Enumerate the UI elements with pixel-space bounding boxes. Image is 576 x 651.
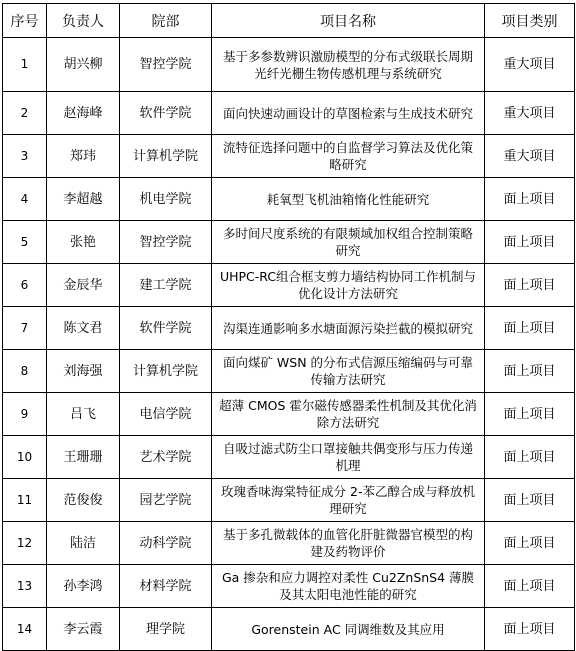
row-dept: 理学院 (120, 608, 212, 651)
table-row (3, 307, 575, 350)
row-dept: 园艺学院 (120, 479, 212, 522)
row-category: 面上项目 (485, 178, 575, 221)
row-category: 面上项目 (485, 393, 575, 436)
table-row (3, 436, 575, 479)
row-no: 12 (3, 522, 47, 565)
table-row (3, 608, 575, 651)
table-row (3, 264, 575, 307)
row-category: 面上项目 (485, 436, 575, 479)
header-leader: 负责人 (47, 4, 120, 38)
table-row (3, 350, 575, 393)
row-title: 面向煤矿 WSN 的分布式信源压缩编码与可靠传输方法研究 (212, 350, 485, 393)
row-title: 基于多孔微载体的血管化肝脏微器官模型的构建及药物评价 (212, 522, 485, 565)
row-no: 3 (3, 135, 47, 178)
row-title: 耗氧型飞机油箱惰化性能研究 (212, 178, 485, 221)
row-dept: 建工学院 (120, 264, 212, 307)
row-category: 面上项目 (485, 522, 575, 565)
row-title: Gorenstein AC 同调维数及其应用 (212, 608, 485, 651)
table-row (3, 38, 575, 92)
header-dept: 院部 (120, 4, 212, 38)
row-category: 重大项目 (485, 92, 575, 135)
row-leader: 郑玮 (47, 135, 120, 178)
header-row (3, 4, 575, 38)
row-title: 自吸过滤式防尘口罩接触共偶变形与压力传递机理 (212, 436, 485, 479)
row-category: 面上项目 (485, 479, 575, 522)
row-no: 8 (3, 350, 47, 393)
row-leader: 赵海峰 (47, 92, 120, 135)
table-row (3, 393, 575, 436)
row-dept: 计算机学院 (120, 135, 212, 178)
row-leader: 范俊俊 (47, 479, 120, 522)
row-category: 面上项目 (485, 221, 575, 264)
table-row (3, 565, 575, 608)
table-row (3, 221, 575, 264)
row-dept: 动科学院 (120, 522, 212, 565)
row-title: 流特征选择问题中的自监督学习算法及优化策略研究 (212, 135, 485, 178)
row-dept: 软件学院 (120, 92, 212, 135)
row-leader: 李超越 (47, 178, 120, 221)
header-no: 序号 (3, 4, 47, 38)
row-title: 沟渠连通影响多水塘面源污染拦截的模拟研究 (212, 307, 485, 350)
row-no: 7 (3, 307, 47, 350)
row-leader: 李云霞 (47, 608, 120, 651)
table-row (3, 178, 575, 221)
row-dept: 机电学院 (120, 178, 212, 221)
row-dept: 计算机学院 (120, 350, 212, 393)
row-no: 1 (3, 38, 47, 92)
projects-table (2, 3, 575, 651)
row-no: 4 (3, 178, 47, 221)
row-leader: 刘海强 (47, 350, 120, 393)
row-leader: 孙李鸿 (47, 565, 120, 608)
row-no: 9 (3, 393, 47, 436)
row-leader: 陆洁 (47, 522, 120, 565)
row-no: 2 (3, 92, 47, 135)
row-title: 超薄 CMOS 霍尔磁传感器柔性机制及其优化消除方法研究 (212, 393, 485, 436)
table-row (3, 522, 575, 565)
row-dept: 智控学院 (120, 221, 212, 264)
row-no: 5 (3, 221, 47, 264)
table-row (3, 135, 575, 178)
row-category: 面上项目 (485, 307, 575, 350)
row-category: 重大项目 (485, 38, 575, 92)
row-title: 玫瑰香味海棠特征成分 2-苯乙醇合成与释放机理研究 (212, 479, 485, 522)
row-title: 面向快速动画设计的草图检索与生成技术研究 (212, 92, 485, 135)
row-title: UHPC-RC组合框支剪力墙结构协同工作机制与优化设计方法研究 (212, 264, 485, 307)
row-leader: 张艳 (47, 221, 120, 264)
row-category: 面上项目 (485, 608, 575, 651)
header-title: 项目名称 (212, 4, 485, 38)
row-dept: 软件学院 (120, 307, 212, 350)
row-category: 面上项目 (485, 565, 575, 608)
table-row (3, 479, 575, 522)
row-no: 6 (3, 264, 47, 307)
row-no: 14 (3, 608, 47, 651)
row-leader: 陈文君 (47, 307, 120, 350)
row-leader: 胡兴柳 (47, 38, 120, 92)
row-dept: 艺术学院 (120, 436, 212, 479)
table-row (3, 92, 575, 135)
row-category: 重大项目 (485, 135, 575, 178)
row-dept: 材料学院 (120, 565, 212, 608)
row-no: 11 (3, 479, 47, 522)
row-category: 面上项目 (485, 264, 575, 307)
row-leader: 王珊珊 (47, 436, 120, 479)
row-no: 13 (3, 565, 47, 608)
row-leader: 金辰华 (47, 264, 120, 307)
row-title: 基于多参数辨识激励模型的分布式级联长周期光纤光栅生物传感机理与系统研究 (212, 38, 485, 92)
header-category: 项目类别 (485, 4, 575, 38)
row-title: 多时间尺度系统的有限频域加权组合控制策略研究 (212, 221, 485, 264)
row-leader: 吕飞 (47, 393, 120, 436)
row-dept: 电信学院 (120, 393, 212, 436)
row-category: 面上项目 (485, 350, 575, 393)
row-dept: 智控学院 (120, 38, 212, 92)
row-no: 10 (3, 436, 47, 479)
row-title: Ga 掺杂和应力调控对柔性 Cu2ZnSnS4 薄膜及其太阳电池性能的研究 (212, 565, 485, 608)
